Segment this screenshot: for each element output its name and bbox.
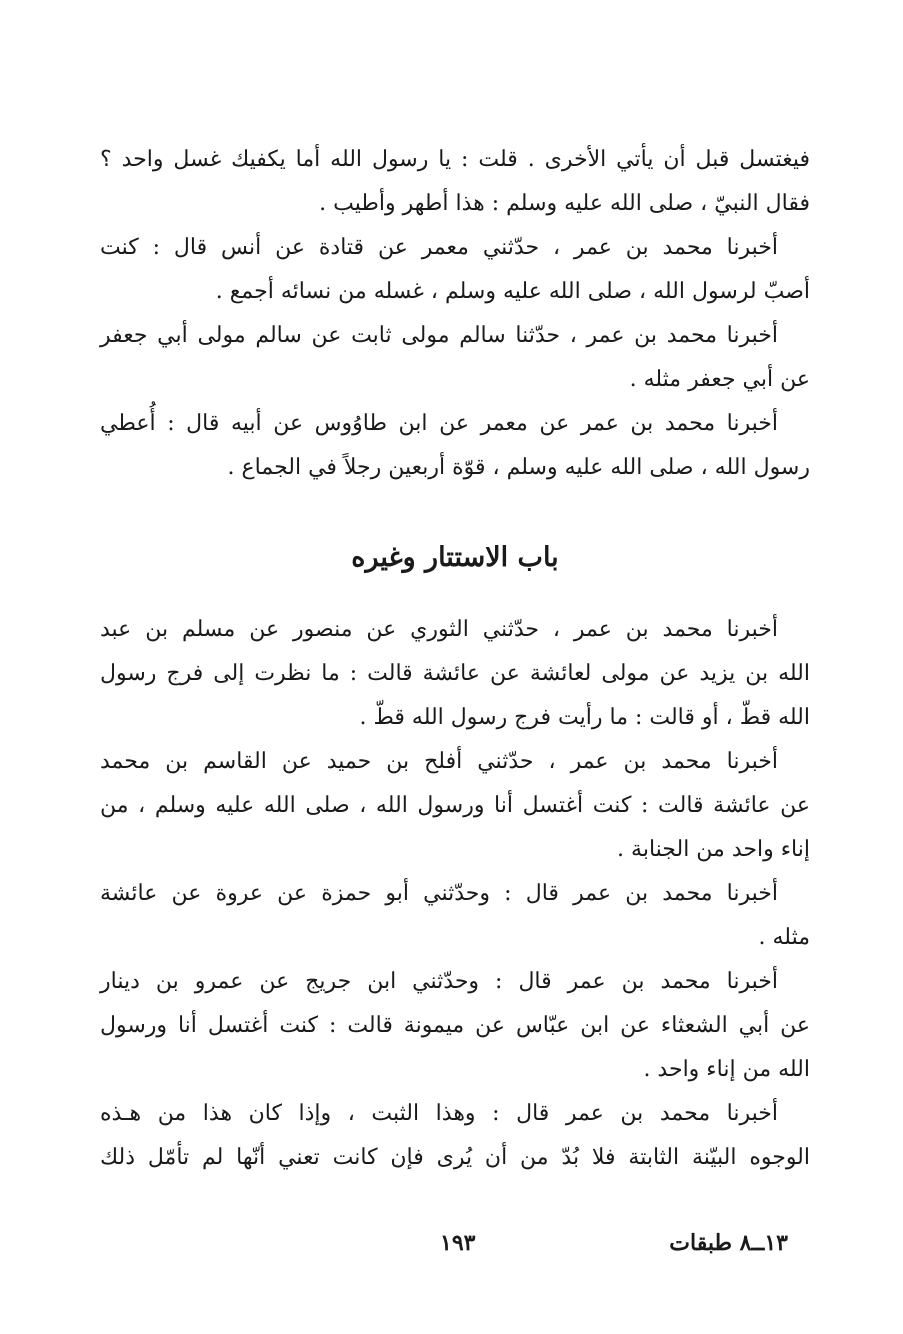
text-line: أصبّ لرسول الله ، صلى الله عليه وسلم ، غسله من نسائه أجمع .	[215, 279, 810, 304]
bottom-paragraphs	[100, 608, 810, 1180]
page-body	[100, 138, 810, 1180]
paragraph	[100, 872, 810, 960]
signature-mark: ١٣ــ٨ طبقات	[669, 1230, 788, 1256]
text-line: فقال النبيّ ، صلى الله عليه وسلم : هذا أطهر وأطيب .	[319, 191, 810, 216]
text-line: إناء واحد من الجنابة .	[617, 837, 810, 862]
paragraph	[100, 1092, 810, 1180]
paragraph	[100, 608, 810, 740]
text-line: عن عائشة قالت : كنت أغتسل أنا ورسول الله ، صلى الله عليه وسلم ، من	[100, 793, 810, 818]
text-line: أخبرنا محمد بن عمر قال : وحدّثني أبو حمزة عن عروة عن عائشة	[100, 881, 778, 906]
top-paragraphs	[100, 138, 810, 490]
paragraph	[100, 402, 810, 490]
section-heading: باب الاستتار وغيره	[351, 542, 559, 573]
text-line: أخبرنا محمد بن عمر قال : وهذا الثبت ، وإذا كان هذا من هـذه	[100, 1101, 778, 1126]
text-line: أخبرنا محمد بن عمر ، حدّثني الثوري عن منصور عن مسلم بن عبد	[100, 617, 778, 642]
paragraph	[100, 138, 810, 226]
text-line: الوجوه البيّنة الثابتة فلا بُدّ من أن يُرى فإن كانت تعني أنّها لم تأمّل ذلك	[100, 1145, 810, 1170]
text-line: الله بن يزيد عن مولى لعائشة عن عائشة قالت : ما نظرت إلى فرج رسول	[100, 661, 810, 686]
text-line: الله من إناء واحد .	[643, 1057, 810, 1082]
text-line: مثله .	[758, 925, 810, 950]
paragraph	[100, 314, 810, 402]
page-number: ١٩٣	[440, 1230, 476, 1256]
text-line: عن أبي الشعثاء عن ابن عبّاس عن ميمونة قالت : كنت أغتسل أنا ورسول	[100, 1013, 810, 1038]
paragraph	[100, 740, 810, 872]
text-line: أخبرنا محمد بن عمر ، حدّثنا سالم مولى ثابت عن سالم مولى أبي جعفر	[100, 323, 778, 348]
text-line: أخبرنا محمد بن عمر ، حدّثني معمر عن قتادة عن أنس قال : كنت	[100, 235, 778, 260]
text-line: عن أبي جعفر مثله .	[629, 367, 810, 392]
paragraph	[100, 226, 810, 314]
text-line: الله قطّ ، أو قالت : ما رأيت فرج رسول الله قطّ .	[359, 705, 810, 730]
text-line: أخبرنا محمد بن عمر ، حدّثني أفلح بن حميد عن القاسم بن محمد	[100, 749, 778, 774]
text-line: أخبرنا محمد بن عمر قال : وحدّثني ابن جريج عن عمرو بن دينار	[100, 969, 778, 994]
paragraph	[100, 960, 810, 1092]
text-line: أخبرنا محمد بن عمر عن معمر عن ابن طاوُوس عن أبيه قال : أُعطي	[100, 411, 778, 436]
page-footer	[100, 1230, 810, 1270]
text-line: فيغتسل قبل أن يأتي الأخرى . قلت : يا رسول الله أما يكفيك غسل واحد ؟	[100, 147, 810, 172]
text-line: رسول الله ، صلى الله عليه وسلم ، قوّة أربعين رجلاً في الجماع .	[227, 455, 810, 480]
